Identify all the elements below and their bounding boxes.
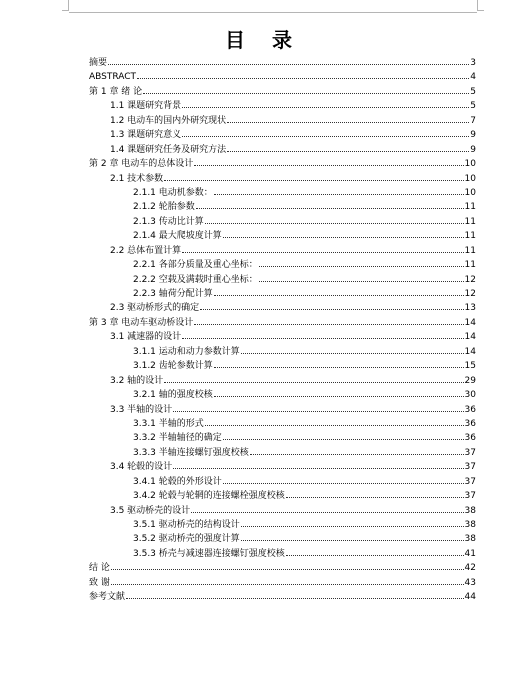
toc-entry-title: 3.1.2 齿轮参数计算 (133, 361, 213, 372)
toc-leader-dots (259, 265, 464, 267)
toc-leader-dots (126, 597, 464, 599)
toc-entry[interactable] (89, 70, 476, 84)
toc-entry[interactable] (89, 244, 476, 258)
toc-entry-page: 11 (464, 216, 476, 227)
toc-leader-dots (250, 453, 464, 455)
toc-entry-title: 1.3 课题研究意义 (110, 130, 182, 141)
toc-leader-dots (241, 539, 464, 541)
toc-entry[interactable] (89, 345, 476, 359)
table-of-contents (89, 56, 476, 605)
toc-entry-title: 2.2 总体布置计算 (110, 245, 182, 256)
toc-entry-title: 3.5.3 桥壳与减速器连接螺钉强度校核 (133, 548, 285, 559)
toc-entry-page: 5 (470, 101, 476, 112)
toc-entry-page: 30 (464, 390, 476, 401)
toc-entry-title: 1.2 电动车的国内外研究现状 (110, 115, 227, 126)
toc-leader-dots (205, 222, 464, 224)
toc-entry[interactable] (89, 388, 476, 402)
toc-entry[interactable] (89, 330, 476, 344)
toc-entry-page: 38 (464, 505, 476, 516)
toc-entry-page: 36 (464, 418, 476, 429)
toc-entry[interactable] (89, 359, 476, 373)
toc-entry[interactable] (89, 229, 476, 243)
toc-entry-title: 3.1 减速器的设计 (110, 332, 182, 343)
toc-entry[interactable] (89, 460, 476, 474)
page-top-margin-line (69, 12, 477, 13)
toc-leader-dots (173, 410, 463, 412)
toc-entry[interactable] (89, 590, 476, 604)
toc-entry-title: 2.2.1 各部分质量及重心坐标： (133, 260, 258, 271)
toc-entry[interactable] (89, 403, 476, 417)
toc-entry-title: 3.3.1 半轴的形式 (133, 418, 204, 429)
toc-leader-dots (182, 337, 463, 339)
toc-entry[interactable] (89, 446, 476, 460)
toc-entry-title: 摘要 (89, 58, 108, 68)
toc-entry[interactable] (89, 475, 476, 489)
toc-entry-page: 5 (470, 86, 476, 97)
toc-leader-dots (108, 63, 469, 65)
toc-entry[interactable] (89, 504, 476, 518)
toc-leader-dots (182, 135, 469, 137)
toc-leader-dots (200, 308, 463, 310)
toc-leader-dots (214, 366, 464, 368)
toc-entry-page: 10 (464, 159, 476, 170)
toc-entry-page: 11 (464, 202, 476, 213)
toc-leader-dots (196, 207, 464, 209)
toc-entry-page: 10 (464, 187, 476, 198)
toc-entry-page: 37 (464, 462, 476, 473)
toc-entry-page: 43 (464, 577, 476, 588)
toc-entry-title: 3.2 轴的设计 (110, 375, 164, 386)
toc-entry-title: 3.5 驱动桥壳的设计 (110, 505, 191, 516)
page-corner-mark-left (62, 0, 69, 11)
toc-entry-page: 44 (464, 592, 476, 603)
toc-entry-page: 11 (464, 245, 476, 256)
toc-entry-page: 7 (470, 115, 476, 126)
toc-entry-page: 15 (464, 361, 476, 372)
toc-entry[interactable] (89, 561, 476, 575)
toc-entry-title: 1.1 课题研究背景 (110, 101, 182, 112)
toc-entry[interactable] (89, 114, 476, 128)
toc-entry-title: 3.3.3 半轴连接螺钉强度校核 (133, 447, 249, 458)
toc-entry[interactable] (89, 532, 476, 546)
toc-leader-dots (286, 496, 464, 498)
toc-entry[interactable] (89, 417, 476, 431)
toc-leader-dots (182, 251, 463, 253)
toc-leader-dots (191, 511, 463, 513)
toc-entry-title: 3.5.2 驱动桥壳的强度计算 (133, 534, 240, 545)
toc-entry[interactable] (89, 157, 476, 171)
toc-entry-page: 11 (464, 260, 476, 271)
toc-leader-dots (241, 352, 464, 354)
toc-entry-title: 3.3.2 半轴轴径的确定 (133, 433, 222, 444)
toc-leader-dots (173, 467, 463, 469)
toc-entry[interactable] (89, 143, 476, 157)
toc-entry[interactable] (89, 99, 476, 113)
toc-entry-title: 第 1 章 绪 论 (89, 86, 143, 97)
toc-entry-title: 3.4.2 轮毂与轮辋的连接螺栓强度校核 (133, 491, 285, 502)
toc-entry-title: 2.2.2 空载及满载时重心坐标： (133, 274, 258, 285)
toc-entry-title: 2.1 技术参数 (110, 173, 164, 184)
toc-entry-title: ABSTRACT (89, 72, 137, 83)
toc-entry-page: 10 (464, 173, 476, 184)
toc-title: 目 录 (225, 28, 302, 52)
toc-entry-title: 3.5.1 驱动桥壳的结构设计 (133, 520, 240, 530)
toc-leader-dots (223, 482, 464, 484)
toc-entry-page: 14 (464, 317, 476, 328)
toc-entry[interactable] (89, 287, 476, 301)
toc-leader-dots (164, 179, 463, 181)
toc-leader-dots (223, 438, 464, 440)
toc-entry-title: 2.1.3 传动比计算 (133, 216, 204, 227)
toc-entry-page: 14 (464, 332, 476, 343)
toc-leader-dots (111, 583, 464, 585)
toc-entry-page: 13 (464, 303, 476, 314)
toc-entry[interactable] (89, 374, 476, 388)
toc-leader-dots (214, 294, 464, 296)
toc-entry-page: 36 (464, 404, 476, 415)
toc-leader-dots (223, 236, 464, 238)
toc-entry[interactable] (89, 547, 476, 561)
toc-leader-dots (227, 121, 469, 123)
toc-entry-page: 36 (464, 433, 476, 444)
toc-entry-page: 14 (464, 346, 476, 357)
toc-entry-page: 37 (464, 447, 476, 458)
toc-entry-title: 3.4 轮毂的设计 (110, 462, 173, 473)
toc-entry-title: 3.4.1 轮毂的外形设计 (133, 476, 222, 487)
toc-entry[interactable] (89, 85, 476, 99)
toc-entry-page: 37 (464, 491, 476, 502)
toc-entry-page: 11 (464, 231, 476, 242)
toc-entry-title: 第 2 章 电动车的总体设计 (89, 159, 194, 170)
toc-leader-dots (227, 150, 469, 152)
toc-entry[interactable] (89, 316, 476, 330)
toc-leader-dots (137, 77, 469, 79)
toc-leader-dots (241, 525, 464, 527)
toc-leader-dots (214, 193, 464, 195)
toc-entry-title: 2.1.2 轮胎参数 (133, 202, 195, 213)
toc-entry[interactable] (89, 186, 476, 200)
toc-entry-page: 4 (470, 72, 476, 83)
toc-entry-title: 第 3 章 电动车驱动桥设计 (89, 317, 194, 328)
toc-entry[interactable] (89, 273, 476, 287)
toc-entry-page: 12 (464, 274, 476, 285)
toc-leader-dots (214, 395, 464, 397)
toc-entry-title: 3.3 半轴的设计 (110, 404, 173, 415)
toc-leader-dots (286, 554, 464, 556)
toc-entry-title: 2.1.1 电动机参数： (133, 187, 213, 198)
toc-leader-dots (182, 106, 469, 108)
toc-entry[interactable] (89, 128, 476, 142)
toc-leader-dots (194, 323, 463, 325)
toc-leader-dots (143, 92, 469, 94)
toc-entry-title: 2.3 驱动桥形式的确定 (110, 303, 200, 314)
toc-entry-page: 38 (464, 534, 476, 545)
toc-entry[interactable] (89, 576, 476, 590)
toc-entry-page: 42 (464, 563, 476, 574)
toc-entry-page: 29 (464, 375, 476, 386)
toc-entry[interactable] (89, 518, 476, 532)
toc-entry-title: 结 论 (89, 563, 110, 574)
toc-entry-title: 致 谢 (89, 577, 110, 588)
toc-entry[interactable] (89, 431, 476, 445)
toc-entry-title: 参考文献 (89, 592, 126, 603)
toc-entry-page: 3 (470, 58, 476, 68)
toc-entry-page: 38 (464, 520, 476, 530)
toc-entry-page: 9 (470, 130, 476, 141)
toc-entry-title: 3.2.1 轴的强度校核 (133, 390, 213, 401)
toc-entry[interactable] (89, 489, 476, 503)
toc-entry-title: 2.2.3 轴荷分配计算 (133, 289, 213, 299)
toc-entry[interactable] (89, 200, 476, 214)
toc-entry[interactable] (89, 172, 476, 186)
toc-leader-dots (259, 280, 464, 282)
toc-entry-title: 2.1.4 最大爬坡度计算 (133, 231, 222, 242)
toc-entry-page: 37 (464, 476, 476, 487)
page-corner-mark-right (477, 0, 484, 11)
toc-leader-dots (164, 381, 463, 383)
toc-entry[interactable] (89, 258, 476, 272)
toc-leader-dots (205, 424, 464, 426)
toc-entry-page: 41 (464, 548, 476, 559)
toc-entry-page: 9 (470, 144, 476, 155)
toc-leader-dots (111, 568, 464, 570)
toc-entry[interactable] (89, 215, 476, 229)
toc-entry-title: 1.4 课题研究任务及研究方法 (110, 144, 227, 155)
toc-leader-dots (194, 164, 463, 166)
toc-entry-title: 3.1.1 运动和动力参数计算 (133, 346, 240, 357)
toc-entry[interactable] (89, 56, 476, 70)
toc-entry[interactable] (89, 301, 476, 315)
toc-entry-page: 12 (464, 289, 476, 299)
